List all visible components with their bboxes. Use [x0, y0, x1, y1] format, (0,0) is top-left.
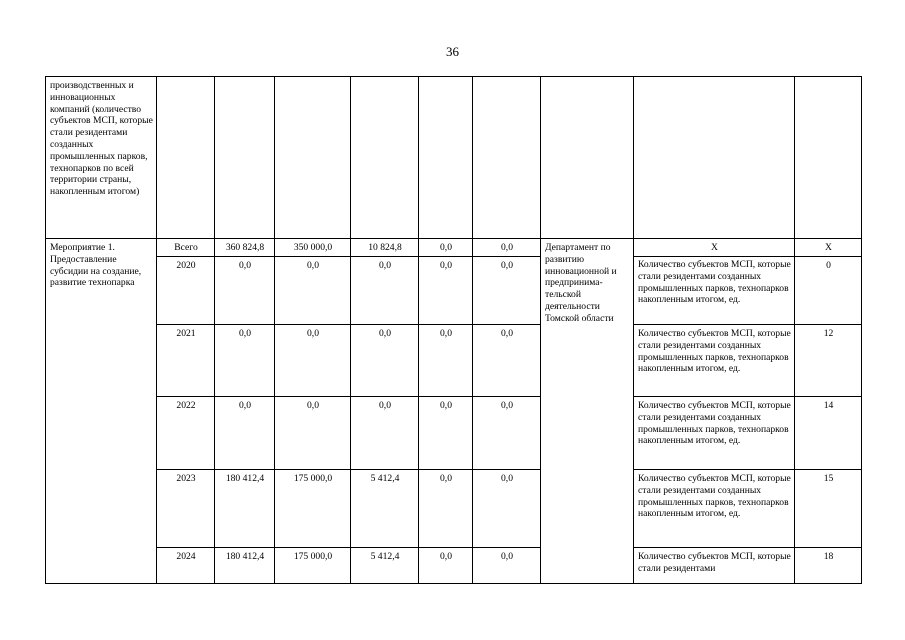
- page-number: 36: [446, 44, 459, 59]
- year-cell: 2022: [157, 397, 215, 470]
- table-row: [46, 239, 862, 257]
- amount-cell: 0,0: [351, 325, 419, 397]
- table-row: [46, 77, 862, 239]
- year-cell: 2021: [157, 325, 215, 397]
- amount-cell: 350 000,0: [275, 239, 351, 257]
- amount-cell: 0,0: [419, 325, 473, 397]
- indicator-value: 12: [795, 325, 862, 397]
- table-row: [46, 548, 862, 584]
- empty-cell: [351, 77, 419, 239]
- amount-cell: 0,0: [419, 239, 473, 257]
- year-cell: Всего: [157, 239, 215, 257]
- amount-cell: 0,0: [419, 470, 473, 548]
- amount-cell: 0,0: [419, 397, 473, 470]
- amount-cell: 10 824,8: [351, 239, 419, 257]
- indicator-value: 15: [795, 470, 862, 548]
- indicator-value: 18: [795, 548, 862, 584]
- amount-cell: 0,0: [351, 257, 419, 325]
- indicator-value: 14: [795, 397, 862, 470]
- amount-cell: 175 000,0: [275, 470, 351, 548]
- indicator-cell: Количество субъектов МСП, которые стали резидентами созданных промышленных парков, технопарков накопленным итогом, ед.: [634, 470, 795, 548]
- amount-total: 0,0: [215, 397, 275, 470]
- indicator-cell: X: [634, 239, 795, 257]
- empty-cell: [795, 77, 862, 239]
- amount-cell: 5 412,4: [351, 548, 419, 584]
- indicator-cell: Количество субъектов МСП, которые стали резидентами: [634, 548, 795, 584]
- indicator-cell: Количество субъектов МСП, которые стали резидентами созданных промышленных парков, технопарков накопленным итогом, ед.: [634, 325, 795, 397]
- amount-cell: 0,0: [351, 397, 419, 470]
- amount-total: 180 412,4: [215, 470, 275, 548]
- amount-cell: 0,0: [419, 257, 473, 325]
- amount-cell: 0,0: [473, 470, 541, 548]
- row-description: производственных и инновационных компаний (количество субъектов МСП, которые стали резидентами созданных промышленных парков, технопарков по всей территории страны, накопленным итогом): [46, 77, 157, 239]
- indicator-cell: Количество субъектов МСП, которые стали резидентами созданных промышленных парков, технопарков накопленным итогом, ед.: [634, 397, 795, 470]
- amount-cell: 0,0: [473, 239, 541, 257]
- amount-cell: 0,0: [473, 325, 541, 397]
- measure-name: Мероприятие 1. Предоставление субсидии на создание, развитие технопарка: [46, 239, 157, 584]
- table-row: [46, 470, 862, 548]
- amount-cell: 0,0: [473, 397, 541, 470]
- table-row: [46, 397, 862, 470]
- amount-cell: 175 000,0: [275, 548, 351, 584]
- empty-cell: [419, 77, 473, 239]
- amount-cell: 0,0: [419, 548, 473, 584]
- empty-cell: [157, 77, 215, 239]
- table-row: [46, 325, 862, 397]
- indicator-value: X: [795, 239, 862, 257]
- empty-cell: [215, 77, 275, 239]
- empty-cell: [541, 77, 634, 239]
- year-cell: 2024: [157, 548, 215, 584]
- indicator-cell: Количество субъектов МСП, которые стали резидентами созданных промышленных парков, технопарков накопленным итогом, ед.: [634, 257, 795, 325]
- amount-cell: 0,0: [275, 325, 351, 397]
- empty-cell: [634, 77, 795, 239]
- amount-cell: 0,0: [473, 257, 541, 325]
- amount-total: 180 412,4: [215, 548, 275, 584]
- table-row: [46, 257, 862, 325]
- amount-cell: 0,0: [473, 548, 541, 584]
- amount-total: 0,0: [215, 257, 275, 325]
- amount-cell: 0,0: [275, 257, 351, 325]
- empty-cell: [473, 77, 541, 239]
- amount-total: 360 824,8: [215, 239, 275, 257]
- program-table: [45, 76, 862, 584]
- empty-cell: [275, 77, 351, 239]
- indicator-value: 0: [795, 257, 862, 325]
- amount-cell: 0,0: [275, 397, 351, 470]
- amount-total: 0,0: [215, 325, 275, 397]
- year-cell: 2023: [157, 470, 215, 548]
- amount-cell: 5 412,4: [351, 470, 419, 548]
- year-cell: 2020: [157, 257, 215, 325]
- executor-cell: Департамент по развитию инновационной и предпринима-тельской деятельности Томской области: [541, 239, 634, 584]
